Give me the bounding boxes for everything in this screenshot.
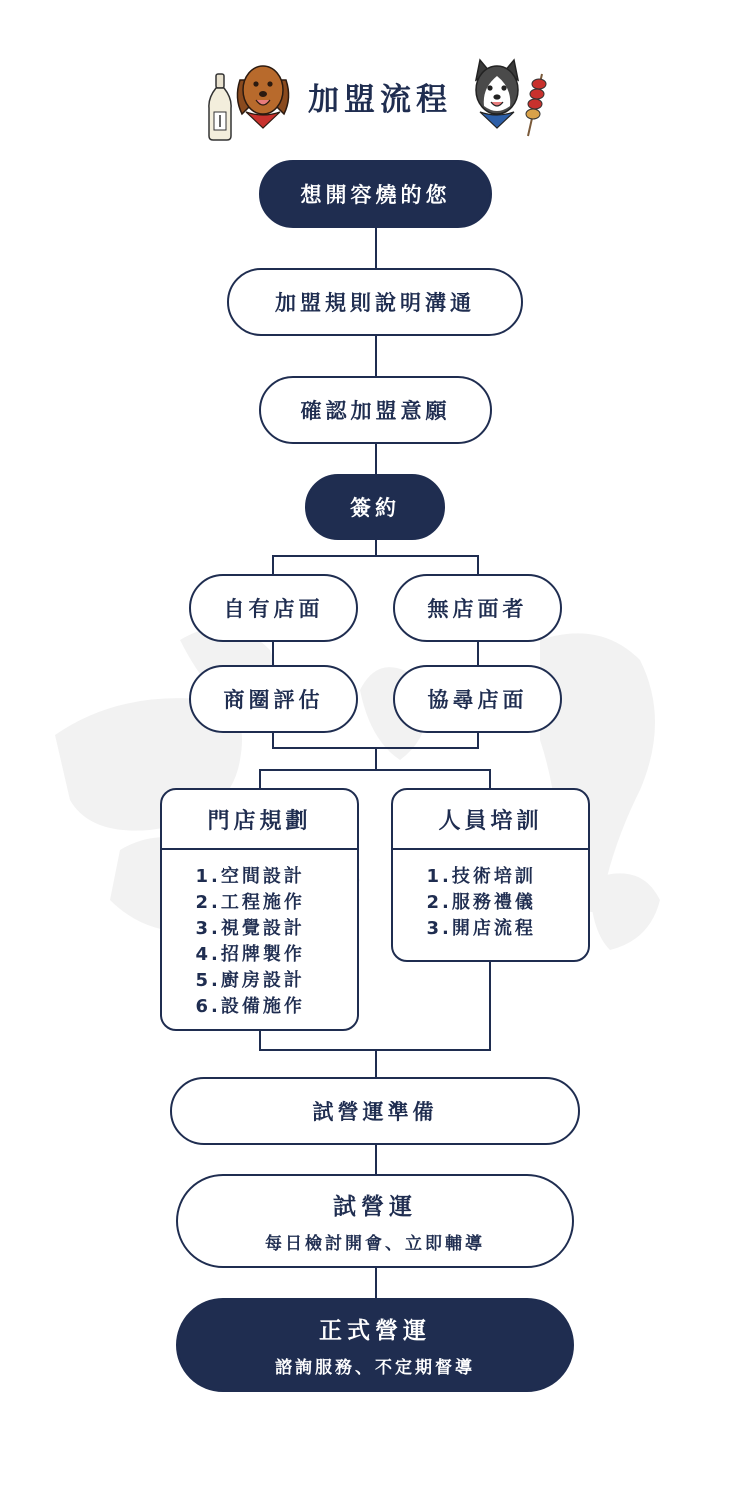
list-item: 1.技術培訓 [426, 866, 536, 887]
step-confirm-label: 確認加盟意願 [300, 399, 451, 423]
step-trial-run-subtitle: 每日檢討開會、立即輔導 [265, 1234, 485, 1254]
store-planning-title: 門店規劃 [162, 790, 357, 850]
header [0, 58, 753, 138]
branch-no-store [393, 574, 562, 642]
step-sign [305, 474, 445, 540]
step-official [176, 1298, 574, 1392]
list-item: 2.工程施作 [195, 892, 305, 913]
staff-training-title: 人員培訓 [393, 790, 588, 850]
step-communication-label: 加盟規則說明溝通 [275, 291, 475, 315]
step-trial-run [176, 1174, 574, 1268]
husky-dog-icon [466, 58, 528, 130]
store-planning-list [162, 850, 357, 1020]
list-item: 3.開店流程 [426, 918, 536, 939]
skewer-icon [520, 70, 550, 138]
list-item: 2.服務禮儀 [426, 892, 536, 913]
step-official-title: 正式營運 [319, 1318, 431, 1344]
list-item: 6.設備施作 [195, 996, 305, 1017]
step-confirm [259, 376, 492, 444]
step-communication [227, 268, 523, 336]
branch-assist-find-store [393, 665, 562, 733]
branch-own-store-label: 自有店面 [223, 597, 324, 621]
list-item: 5.廚房設計 [195, 970, 305, 991]
step-start [259, 160, 492, 228]
branch-assist-find-store-label: 協尋店面 [427, 688, 528, 712]
branch-area-evaluation-label: 商圈評估 [223, 688, 324, 712]
page-title: 加盟流程 [308, 82, 452, 118]
step-start-label: 想開容燒的您 [300, 183, 451, 207]
step-trial-run-title: 試營運 [333, 1194, 417, 1220]
list-item: 3.視覺設計 [195, 918, 305, 939]
staff-training-list [393, 850, 588, 942]
golden-retriever-icon [232, 58, 294, 130]
staff-training-card [391, 788, 590, 962]
step-trial-prep-label: 試營運準備 [312, 1100, 438, 1124]
branch-area-evaluation [189, 665, 358, 733]
branch-no-store-label: 無店面者 [427, 597, 528, 621]
list-item: 1.空間設計 [195, 866, 305, 887]
list-item: 4.招牌製作 [195, 944, 305, 965]
store-planning-card [160, 788, 359, 1031]
step-official-subtitle: 諮詢服務、不定期督導 [275, 1358, 475, 1378]
step-trial-prep [170, 1077, 580, 1145]
branch-own-store [189, 574, 358, 642]
step-sign-label: 簽約 [350, 496, 400, 520]
